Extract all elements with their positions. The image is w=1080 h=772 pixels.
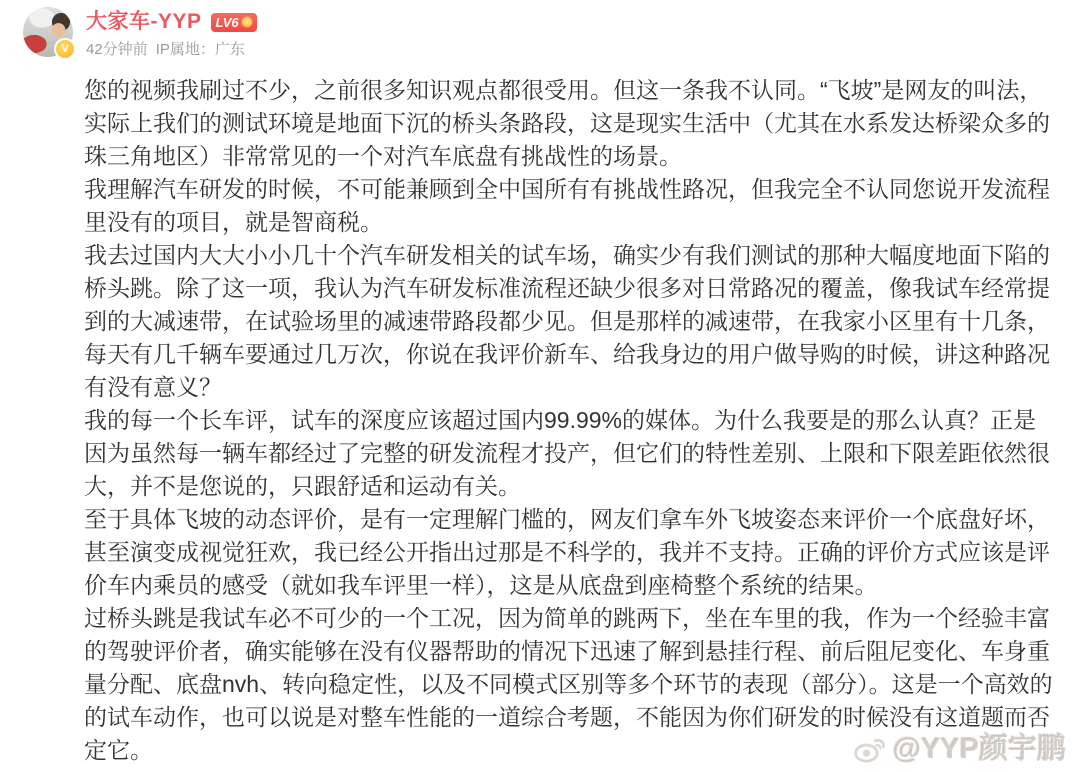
post-header (86, 10, 257, 59)
post-paragraph: 我的每一个长车评，试车的深度应该超过国内99.99%的媒体。为什么我要是的那么认真？正是因为虽然每一辆车都经过了完整的研发流程才投产，但它们的特性差别、上限和下限差距依然很大，并不是您说的，只跟舒适和运动有关。 (84, 407, 1050, 499)
username-link[interactable]: 大家车-YYP (86, 10, 202, 33)
verified-v-icon: V (54, 38, 76, 60)
post-paragraph: 您的视频我刷过不少，之前很多知识观点都很受用。但这一条我不认同。“飞坡”是网友的叫法，实际上我们的测试环境是地面下沉的桥头条路段，这是现实生活中（尤其在水系发达桥梁众多的珠三角地区）非常常见的一个对汽车底盘有挑战性的场景。 (84, 77, 1050, 169)
post-paragraph: 我去过国内大大小小几十个汽车研发相关的试车场，确实少有我们测试的那种大幅度地面下陷的桥头跳。除了这一项，我认为汽车研发标准流程还缺少很多对日常路况的覆盖，像我试车经常提到的大减速带，在试验场里的减速带路段都少见。但是那样的减速带，在我家小区里有十几条，每天有几千辆车要通过几万次，你说在我评价新车、给我身边的用户做导购的时候，讲这种路况有没有意义？ (84, 242, 1050, 400)
sun-icon (242, 17, 252, 27)
timestamp: 42分钟前 (86, 41, 148, 58)
post-paragraph: 我理解汽车研发的时候，不可能兼顾到全中国所有有挑战性路况，但我完全不认同您说开发流程里没有的项目，就是智商税。 (84, 176, 1050, 235)
level-badge-label: LV6 (215, 14, 239, 30)
avatar[interactable] (23, 7, 73, 57)
post-meta (86, 41, 257, 59)
watermark-text: @YYP颜宇鹏 (892, 733, 1066, 765)
post-content (84, 74, 1054, 767)
user-level-badge[interactable] (211, 13, 257, 32)
ip-location: IP属地：广东 (155, 41, 245, 58)
post-paragraph: 过桥头跳是我试车必不可少的一个工况，因为简单的跳两下，坐在车里的我，作为一个经验丰富的驾驶评价者，确实能够在没有仪器帮助的情况下迅速了解到悬挂行程、前后阻尼变化、车身重量分配、底盘nvh、转向稳定性，以及不同模式区别等多个环节的表现（部分）。这是一个高效的的试车动作，也可以说是对整车性能的一道综合考题，不能因为你们研发的时候没有这道题而否定它。 (84, 605, 1053, 763)
post-paragraph: 至于具体飞坡的动态评价，是有一定理解门槛的，网友们拿车外飞坡姿态来评价一个底盘好坏，甚至演变成视觉狂欢，我已经公开指出过那是不科学的，我并不支持。正确的评价方式应该是评价车内乘员的感受（就如我车评里一样），这是从底盘到座椅整个系统的结果。 (84, 506, 1050, 598)
